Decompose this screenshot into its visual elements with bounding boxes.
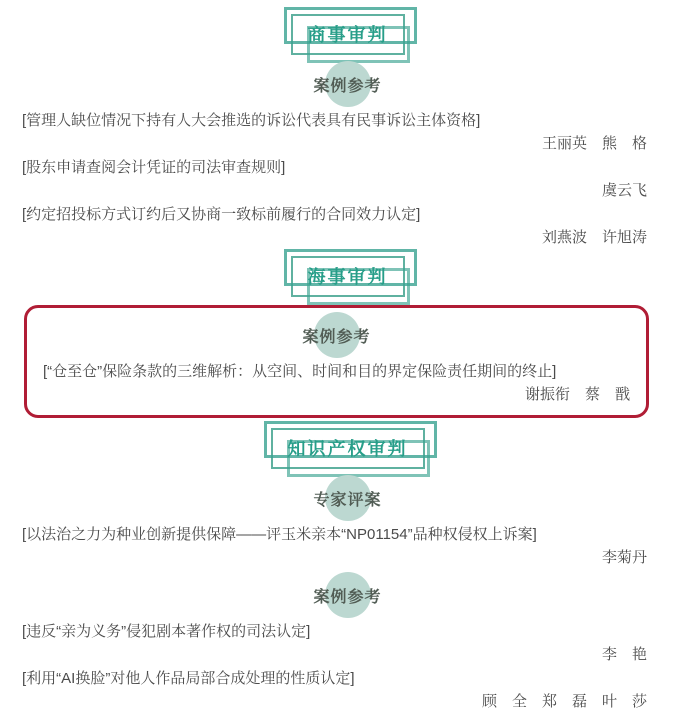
- toc-item-authors: 顾 全 郑 磊 叶 莎: [481, 693, 647, 710]
- section-header-label: 知识产权审判: [287, 439, 408, 459]
- section-header: [0, 256, 695, 297]
- section-intellectual-property: [0, 428, 695, 712]
- group-badge-label: 案例参考: [313, 77, 382, 95]
- section-groups: [0, 61, 695, 248]
- toc-group: [27, 312, 646, 405]
- toc-item: [27, 362, 646, 405]
- section-header-label: 海事审判: [307, 267, 388, 287]
- group-badge-label: 案例参考: [302, 328, 371, 346]
- toc-group: [0, 572, 695, 712]
- group-badge-label: 案例参考: [313, 588, 382, 606]
- section-groups: [0, 475, 695, 712]
- group-badge: [0, 572, 695, 618]
- toc-item-title: [“仓至仓”保险条款的三维解析：从空间、时间和目的界定保险责任期间的终止]: [43, 363, 557, 380]
- toc-item: [0, 205, 695, 248]
- toc-item-title: [以法治之力为种业创新提供保障——评玉米亲本“NP01154”品种权侵权上诉案]: [22, 526, 537, 543]
- toc-item-title: [违反“亲为义务”侵犯剧本著作权的司法认定]: [22, 623, 311, 640]
- section-maritime: [0, 256, 695, 418]
- toc-item-title: [管理人缺位情况下持有人大会推选的诉讼代表具有民事诉讼主体资格]: [22, 112, 481, 129]
- toc-item-authors: 王丽英 熊 格: [541, 135, 647, 152]
- group-items: [0, 111, 695, 248]
- toc-item-title: [股东申请查阅会计凭证的司法审查规则]: [22, 159, 286, 176]
- toc-item: [0, 111, 695, 154]
- group-items: [0, 525, 695, 568]
- toc-item-authors: 谢振衔 蔡 戬: [524, 386, 630, 403]
- toc-item: [0, 622, 695, 665]
- group-badge-label: 专家评案: [313, 491, 382, 509]
- section-header-box: [291, 14, 405, 55]
- section-header: [0, 14, 695, 55]
- toc-item: [0, 525, 695, 568]
- toc-item-title: [利用“AI换脸”对他人作品局部合成处理的性质认定]: [22, 670, 355, 687]
- toc-group: [0, 475, 695, 568]
- toc-item-authors: 虞云飞: [601, 182, 647, 199]
- section-header-box: [291, 256, 405, 297]
- toc-item-title: [约定招投标方式订约后又协商一致标前履行的合同效力认定]: [22, 206, 421, 223]
- section-commercial: [0, 14, 695, 248]
- toc-item: [0, 669, 695, 712]
- group-badge: [0, 61, 695, 107]
- section-header-label: 商事审判: [307, 25, 388, 45]
- section-header: [0, 428, 695, 469]
- group-items: [0, 622, 695, 712]
- toc-group: [0, 61, 695, 248]
- group-badge: [27, 312, 646, 358]
- group-items: [27, 362, 646, 405]
- toc-item-authors: 李菊丹: [601, 549, 647, 566]
- toc-item-authors: 李 艳: [601, 646, 647, 663]
- toc-item-authors: 刘燕波 许旭涛: [541, 229, 647, 246]
- section-header-box: [271, 428, 425, 469]
- highlight-box: [24, 305, 649, 418]
- group-badge: [0, 475, 695, 521]
- toc-item: [0, 158, 695, 201]
